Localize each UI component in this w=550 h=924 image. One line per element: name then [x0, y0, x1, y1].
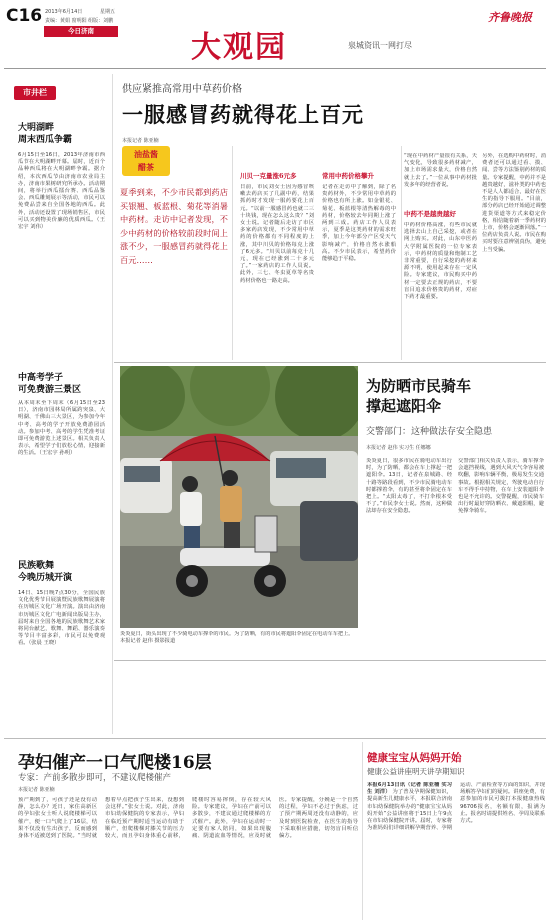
- lead-col4-intro: “现在中药材产量很有关系，天气变化，导致很多药材减产，加上市场需求量大，价格自然就上去了。”一位从事中药材批发多年的经营者说。: [404, 153, 477, 188]
- umbrella-deck: 交警部门：这种做法存安全隐患: [366, 427, 493, 437]
- sidebar-story2-title: [18, 372, 81, 396]
- umbrella-kicker-line1: 为防晒市民骑车: [366, 377, 472, 395]
- lead-sub3: 中药不是越贵越好: [404, 210, 456, 218]
- pregnant-body-text: 预产期到了，可孩子还是没有动静，怎么办？近日，家住高新区的孕妇张女士听人说爬楼梯可以催产，便一口气爬上了16层，结果不仅没有生出孩子，反而感到身体不适被送到了医院。“当时就想着早点把孩子生出来，没想到会这样。”张女士说。对此，济南市妇幼保健院的专家表示，孕妇在临近预产期时适当运动有助于顺产，但爬楼梯对膝关节的压力较大，而且孕妇身体重心前移，爬楼时容易摔倒，存在较大风险。专家建议，孕妇在产前可以多散步，不建议通过爬楼梯的方式催产。此外，孕妇在运动时一定要有家人陪同，如果出现腹痛、阴道流血等情况，应及时就医。专家提醒，分娩是一个自然的过程，孕妇不必过于焦虑，过了预产期两周还没有动静的，应及时到医院检查，在医生的指导下采取相应措施，切勿盲目听信偏方。: [18, 797, 358, 840]
- sidebar-story1-title: [18, 122, 72, 146]
- salt-label: [122, 146, 170, 176]
- lead-col2: 日前，市民刘女士因为感冒咳嗽去药店买了几副中药，结果抓药时才发现一服药要花上百元。“以前一服感冒药也就二三十块钱，现在怎么这么贵？”刘女士说。记者随后走访了市区多家药店发现，不少常用中草药的价格都有不同程度的上涨，其中川贝的价格每克上涨了6元多。“川贝以前每克十几元，现在已经涨到二十多元了。”一家药店的工作人员说。此外，三七、冬虫夏草等名贵药材价格也一路走高。: [240, 184, 314, 284]
- umbrella-byline: 本报记者 赵伟 实习生 任娜娜: [366, 445, 431, 451]
- lead-byline: 本报记者 陈亚楠: [122, 138, 159, 144]
- lead-bottom-rule: [114, 362, 546, 363]
- pregnant-byline: 本报记者 陈亚楠: [18, 787, 55, 793]
- lead-col4: 中药材价格高涨，有些市民就选择去山上自己采挖，或者在网上购买。对此，山东中医药大学附属医院的一位专家表示，中药材的质量和炮制工艺非常重要，自行采挖的药材来源不明，使用起来存在一定风险。专家建议，市民购买中药材一定要去正规的药店，不要盲目追求价格贵的药材，对症下药才最重要。: [404, 222, 477, 301]
- umbrella-photo: [120, 366, 358, 628]
- bottom-section-rule: [4, 738, 546, 739]
- pregnant-deck: 专家：产前多散步即可，不建议爬楼催产: [18, 773, 172, 783]
- baby-headline: 健康宝宝从妈妈开始: [367, 752, 462, 764]
- sidebar-story2-body: 从本周末至下周末（6月15日至23日），济南市园林局所属趵突泉、大明湖、千佛山三大景区，为参加今年中考、高考的学子开放免费游园活动。参加中考、高考的学生凭准考证即可免费游览上述景区。相关负责人表示，希望学子们放松心情，迎接新的生活。（王宏宇 孙明）: [18, 400, 105, 457]
- pregnant-headline: 孕妇催产一口气爬楼16层: [18, 753, 212, 773]
- baby-deck: 健康公益讲座明天讲孕期知识: [367, 767, 465, 776]
- lead-col-divider-2: [401, 146, 402, 360]
- sidebar-story2-title-line1: 中高考学子: [18, 373, 64, 383]
- sidebar-story1-title-line2: 周末西瓜争霸: [18, 135, 73, 145]
- masthead: 大观园: [191, 30, 287, 65]
- issue-weekday: 星期五: [100, 9, 116, 15]
- masthead-tagline: 泉城资讯一网打尽: [348, 41, 412, 50]
- umbrella-kicker-line2: 撑起遮阳伞: [366, 397, 442, 415]
- issue-date: 2013年6月14日: [45, 9, 83, 15]
- lead-sub2: 常用中药价格攀升: [322, 172, 374, 180]
- bottom-divider: [362, 742, 363, 920]
- umbrella-col1: 炎炎夏日，很多市民在骑电动车出行时，为了防晒，都会在车上撑起一把遮阳伞。13日，记者在泉城路、经十路等路段看到，不少市民骑电动车时都撑着伞，有的甚至将伞固定在车把上。“太阳太毒了，不打伞根本受不了。”市民李女士说。然而，这种做法却存在安全隐患。: [366, 458, 452, 515]
- sidebar-divider: [112, 74, 113, 734]
- pregnant-body: [18, 797, 358, 917]
- sidebar-label: 市井栏: [14, 86, 56, 100]
- middle-bottom-rule: [114, 660, 546, 661]
- lead-kicker: 供应紧推高常用中草药价格: [122, 84, 242, 95]
- section-tab: 今日济南: [44, 26, 118, 37]
- header-rule: [4, 68, 546, 69]
- lead-headline: 一服感冒药就得花上百元: [122, 102, 364, 127]
- salt-label-line1: 油盐酱: [134, 150, 158, 159]
- umbrella-col2: 交警部门相关负责人表示，骑车撑伞会遮挡视线，遇到大风天气伞容易被吹翻，影响车辆平衡，极易发生交通事故。根据相关规定，驾驶电动自行车不得手中持物，在车上安装遮阳伞也是不允许的。交警提醒，市民骑车出行时最好穿防晒衣、戴遮阳帽，避免撑伞骑车。: [458, 458, 544, 515]
- sidebar-story3-title: [18, 560, 72, 584]
- photo-caption: 炎炎夏日，街头出现了不少骑电动车撑伞的市民。为了防晒，有的市民将遮阳伞固定在电动车车把上。本报记者 赵伟 摄影报道: [120, 631, 354, 645]
- paper-logo: 齐鲁晚报: [488, 11, 532, 24]
- baby-body: 为了普及孕期保健知识，提高新生儿健康水平，本报联合济南市妇幼保健院举办的“健康宝宝从妈妈开始”公益讲座将于15日上午9点在市妇幼保健院开讲。届时，专家将为准妈妈们详细讲解孕期营养、孕期运动、产前检查等方面的知识，并现场解答孕妇们的疑问。讲座免费，有意参加的市民可拨打本报健康热线96706报名，名额有限，报满为止。报名时请提供姓名、孕周及联系方式。: [367, 782, 545, 832]
- lead-col-divider-1: [232, 146, 233, 360]
- lead-col3: 记者在走访中了解到，除了名贵药材外，不少常用中草药的价格也有所上涨。如金银花、菊花、板蓝根等清热解毒的中药材，价格较去年同期上涨了两到三成。药店工作人员表示，夏季是这类药材的需求旺季，加上今年部分产区受天气影响减产，价格自然水涨船高。不少市民表示，希望药价能够趋于平稳。: [322, 184, 396, 263]
- lead-sub1: 川贝一克量涨6元多: [240, 172, 297, 180]
- page-code: C16: [6, 6, 43, 26]
- baby-body-wrap: [367, 782, 545, 917]
- sidebar-story1-title-line1: 大明湖畔: [18, 123, 55, 133]
- baby-byline: 本报6月13日讯（记者 陈亚楠 实习生 刘洋）: [367, 782, 452, 796]
- editor-line: 责编：黄娟 窗明阳 组版：刘鹏: [45, 18, 114, 24]
- sidebar-story2-title-line2: 可免费游三景区: [18, 385, 82, 395]
- sidebar-story1-body: 6月15日至16日，2013年济南市西瓜节在大明湖畔开幕。届时，近百个品种西瓜将在大明湖畔争霸。据介绍，本次西瓜节由济南市农业局主办，济南市果树研究所承办。活动期间，将举行西瓜擂台赛、西瓜品鉴会、西瓜雕刻展示等活动，市民可以免费品尝来自全国各地的西瓜。此外，活动还设置了现场销售区，市民可以买到物美价廉的优质西瓜。（王宏宇 刘伟）: [18, 152, 105, 231]
- lead-quote: 夏季到来，不少市民都到药店买银翘、板蓝根、菊花等消暑中药材。走访中记者发现，不少中药材的价格较前段时间上涨不少，一服感冒药就得花上百元……: [120, 187, 228, 265]
- salt-label-line2: 醋茶: [138, 163, 154, 172]
- lead-col5: 另外，在选购中药材时，消费者还可以通过看、摸、闻、尝等方法鉴别药材的质量。专家提醒，中药并不是越贵越好，滋补类的中药也不是人人都适合，最好在医生的指导下服用。“目前，部分药店已经开始通过调整进货渠道等方式来稳定价格，相信随着新一季药材的上市，价格会逐渐回落。”一位药店负责人说。市民在购买时要注意辨别真伪，避免上当受骗。: [482, 153, 546, 253]
- umbrella-photo-illustration: [120, 366, 358, 628]
- sidebar-story3-title-line2: 今晚历城开演: [18, 573, 73, 583]
- umbrella-kicker: [366, 376, 471, 416]
- sidebar-story3-body: 14日、15日晚7点30分，全国民族文化优秀节目展演暨民族歌舞展演将在历城区文化广场开演。演出由济南市历城区文化广电新闻出版局主办，届时来自全国各地的民族歌舞艺术家将同台献艺，歌舞、舞蹈、器乐演奏等节目丰富多彩，市民可以免费观看。（张晨 王晓）: [18, 590, 105, 647]
- sidebar-story3-title-line1: 民族歌舞: [18, 561, 55, 571]
